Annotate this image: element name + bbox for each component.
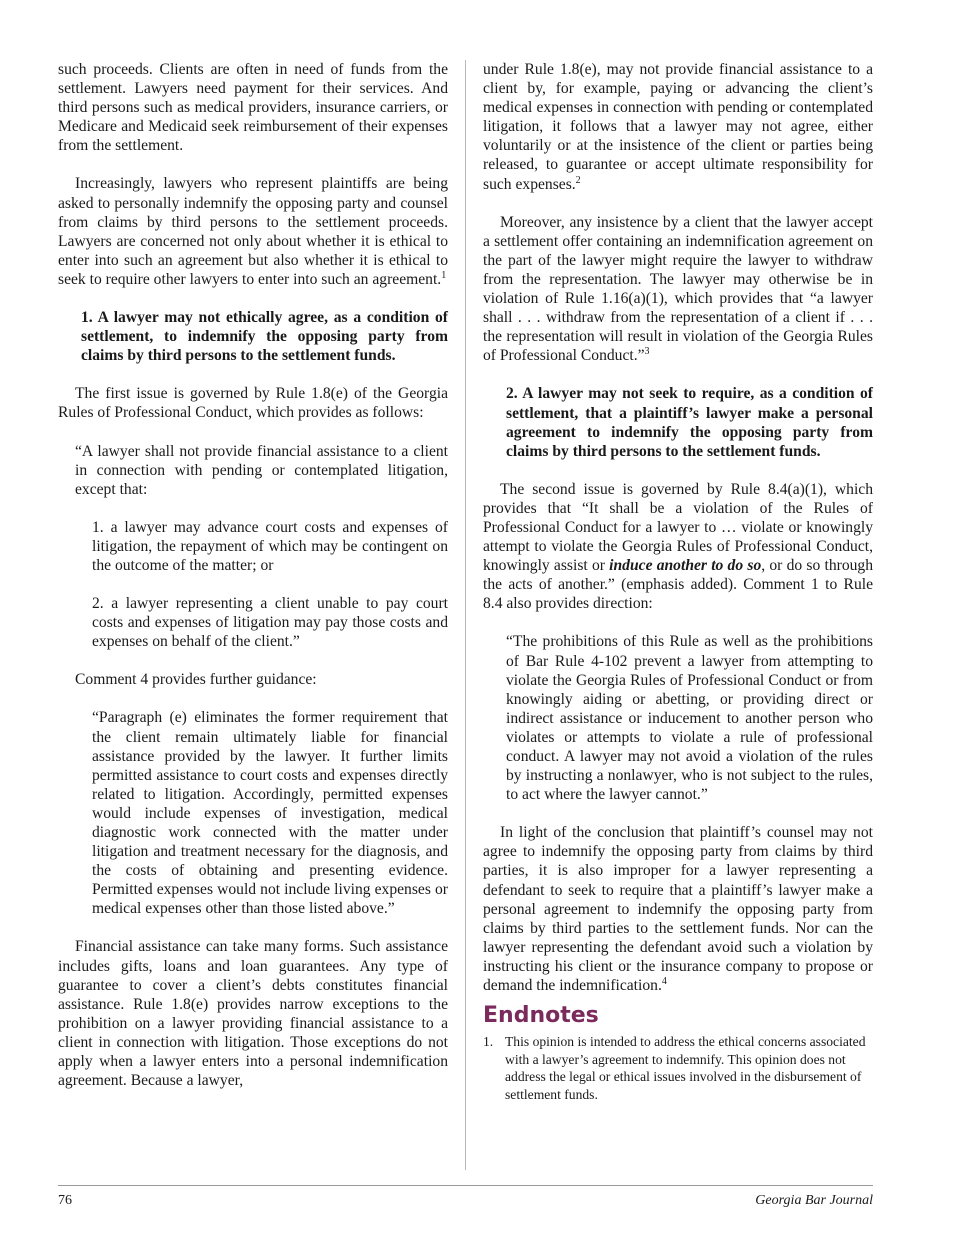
paragraph: The second issue is governed by Rule 8.4(a)(1), which provides that “It shall be a violation of the Rules of Professional Conduct for a lawyer to … violate or knowingly attempt to violate the Georgia Rules of Professional Conduct, knowingly assist or induce another to do so, or do so through the acts of another.” (emphasis added). Comment 1 to Rule 8.4 also provides direction:	[483, 480, 874, 613]
footnote-ref[interactable]: 4	[661, 975, 667, 987]
footnote-ref[interactable]: 3	[644, 346, 650, 358]
journal-title: Georgia Bar Journal	[755, 1193, 873, 1208]
paragraph: Comment 4 provides further guidance:	[75, 671, 317, 689]
footnote-ref[interactable]: 1	[441, 269, 447, 281]
paragraph: Financial assistance can take many forms. Such assistance includes gifts, loans and loan guarantees. Any type of guarantee to cover a client’s debts constitutes financial assistance. Rule 1.8(e) provides narrow exceptions to the prohibition on a lawyer providing financial assistance to a client in connection with litigation. Those exceptions do not apply when a lawyer enters into a personal indemnification agreement. Because a lawyer,	[58, 938, 448, 1090]
left-column	[58, 60, 448, 1109]
paragraph: In light of the conclusion that plaintiff’s counsel may not agree to indemnify the opposing party from claims by third parties, it is also improper for a lawyer representing a defendant to seek to require that a plaintiff’s lawyer make a personal agreement to indemnify the opposing party from claims by third parties to the settlement funds. Nor can the lawyer representing the defendant avoid such a violation by instructing his client or the insurance company to propose or demand the indemnification.$^4$	[483, 824, 873, 995]
paragraph: The first issue is governed by Rule 1.8(e) of the Georgia Rules of Professional Conduct, which provides as follows:	[58, 385, 448, 422]
section-heading-1: 1. A lawyer may not ethically agree, as a condition of settlement, to indemnify the opposing party from claims by third persons to the settlement funds.	[81, 309, 448, 365]
paragraph: such proceeds. Clients are often in need of funds from the settlement. Lawyers need payment for their services. And third persons such as medical providers, insurance carriers, or Medicare and Medicaid seek reimbursement of their expenses from the settlement.	[58, 61, 448, 155]
quote-list-item: 2. a lawyer representing a client unable to pay court costs and expenses of litigation may pay those costs and expenses on behalf of the client.”	[92, 595, 448, 651]
page-number: 76	[58, 1193, 72, 1208]
endnote-text: This opinion is intended to address the ethical concerns associated with a lawyer’s agreement to indemnify. This opinion does not address the legal or ethical issues involved in the disbursement of settlement funds.	[505, 1034, 866, 1102]
block-quote: “A lawyer shall not provide financial assistance to a client in connection with pending or contemplated litigation, except that:	[75, 442, 448, 498]
endnote-number: 1.	[483, 1034, 494, 1050]
right-column	[483, 60, 873, 1103]
column-divider	[465, 60, 466, 1170]
paragraph: Increasingly, lawyers who represent plaintiffs are being asked to personally indemnify the opposing party and counsel from claims by third persons to the settlement proceeds. Lawyers are concerned not only about whether it is ethical to enter into such an agreement but also whether it is ethical to seek to require other lawyers to enter into such an agreement.$^1$	[58, 175, 448, 288]
endnote-item	[483, 1033, 873, 1103]
block-quote: “The prohibitions of this Rule as well as the prohibitions of Bar Rule 4-102 prevent a lawyer from attempting to violate the Georgia Rules of Professional Conduct or from knowingly aiding or abetting, or providing direct or indirect assistance or inducement to another person who violates or attempts to violate a rule of professional conduct. A lawyer may not avoid a violation of the rules by instructing a nonlawyer, who is not subject to the rules, to act where the lawyer cannot.”	[506, 633, 873, 804]
paragraph: Moreover, any insistence by a client that the lawyer accept a settlement offer containing an indemnification agreement on the part of the lawyer might require the lawyer to withdraw from the representation. The lawyer may otherwise be in violation of Rule 1.16(a)(1), which provides that “a lawyer shall . . . withdraw from the representation of a client if . . . the representation will result in violation of the Georgia Rules of Professional Conduct.”$^3$	[483, 213, 873, 365]
block-quote: “Paragraph (e) eliminates the former requirement that the client remain ultimately liable for financial assistance provided by the lawyer. It further limits permitted assistance to court costs and expenses directly related to litigation. Accordingly, permitted expenses would include expenses of investigation, medical diagnostic work connected with the matter under litigation and treatment necessary for the diagnosis, and the costs of obtaining and presenting evidence. Permitted expenses would not include living expenses or medical expenses other than those listed above.”	[92, 709, 448, 918]
section-heading-2: 2. A lawyer may not seek to require, as a condition of settlement, that a plaintiff’s lawyer make a personal agreement to indemnify the opposing party from claims by third persons to the settlement funds.	[506, 385, 873, 460]
footnote-ref[interactable]: 2	[575, 174, 581, 186]
emphasis-text: induce another to do so	[609, 557, 762, 575]
footer-divider	[58, 1185, 873, 1186]
quote-list-item: 1. a lawyer may advance court costs and expenses of litigation, the repayment of which may be contingent on the outcome of the matter; or	[92, 518, 448, 574]
endnotes-heading: Endnotes	[483, 1003, 599, 1029]
paragraph: under Rule 1.8(e), may not provide financial assistance to a client by, for example, paying or advancing the client’s medical expenses in connection with pending or contemplated litigation, it follows that a lawyer may not agree, either voluntarily or at the insistence of the client or parties being released, to guarantee or accept ultimate responsibility for such expenses.$^2$	[483, 61, 873, 193]
